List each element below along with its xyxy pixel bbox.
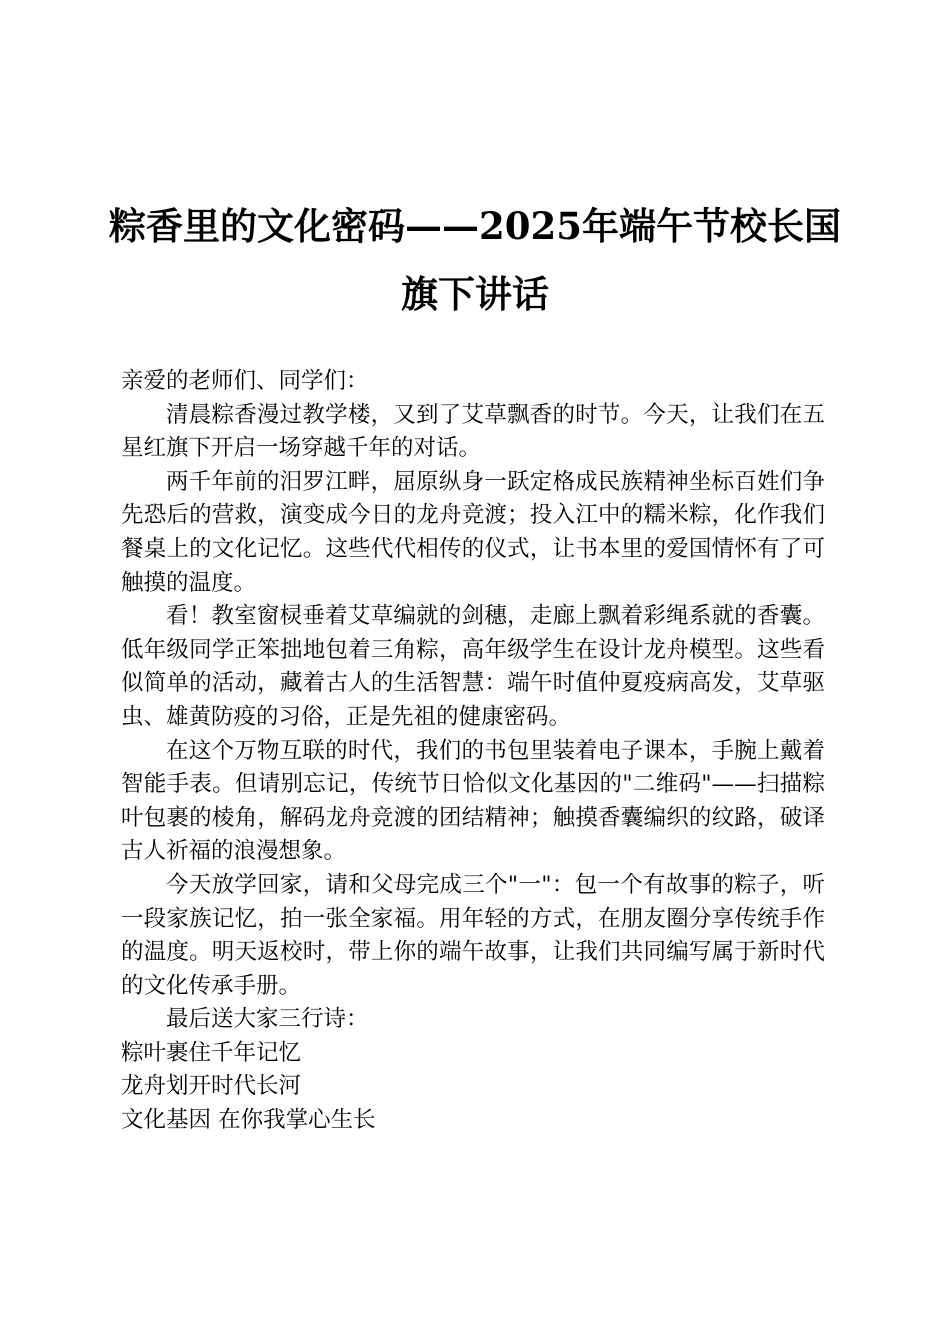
poem-line: 龙舟划开时代长河 — [121, 1073, 302, 1100]
document-title: 粽香里的文化密码——2025年端午节校长国旗下讲话 — [109, 204, 841, 316]
paragraph: 在这个万物互联的时代，我们的书包里装着电子课本，手腕上戴着智能手表。但请别忘记，传统节日恰似文化基因的"二维码"——扫描粽叶包裹的棱角，解码龙舟竞渡的团结精神；触摸香囊编织的纹路，破译古人祈福的浪漫想象。 — [121, 737, 825, 865]
paragraph: 清晨粽香漫过教学楼，又到了艾草飘香的时节。今天，让我们在五星红旗下开启一场穿越千年的对话。 — [121, 401, 825, 462]
paragraph: 两千年前的汨罗江畔，屈原纵身一跃定格成民族精神坐标百姓们争先恐后的营救，演变成今日的龙舟竞渡；投入江中的糯米粽，化作我们餐桌上的文化记忆。这些代代相传的仪式，让书本里的爱国情怀有了可触摸的温度。 — [121, 468, 825, 596]
paragraph: 最后送大家三行诗： — [166, 1006, 369, 1033]
poem-line: 文化基因 在你我掌心生长 — [121, 1107, 376, 1134]
paragraph: 看！教室窗棂垂着艾草编就的剑穗，走廊上飘着彩绳系就的香囊。低年级同学正笨拙地包着三角粽，高年级学生在设计龙舟模型。这些看似简单的活动，藏着古人的生活智慧：端午时值仲夏疫病高发，艾草驱虫、雄黄防疫的习俗，正是先祖的健康密码。 — [121, 603, 825, 730]
salutation: 亲爱的老师们、同学们： — [121, 368, 369, 394]
paragraph: 今天放学回家，请和父母完成三个"一"：包一个有故事的粽子，听一段家族记忆，拍一张全家福。用年轻的方式，在朋友圈分享传统手作的温度。明天返校时，带上你的端午故事，让我们共同编写属于新时代的文化传承手册。 — [121, 871, 825, 999]
document-body — [121, 365, 825, 1138]
poem-line: 粽叶裹住千年记忆 — [121, 1039, 302, 1066]
